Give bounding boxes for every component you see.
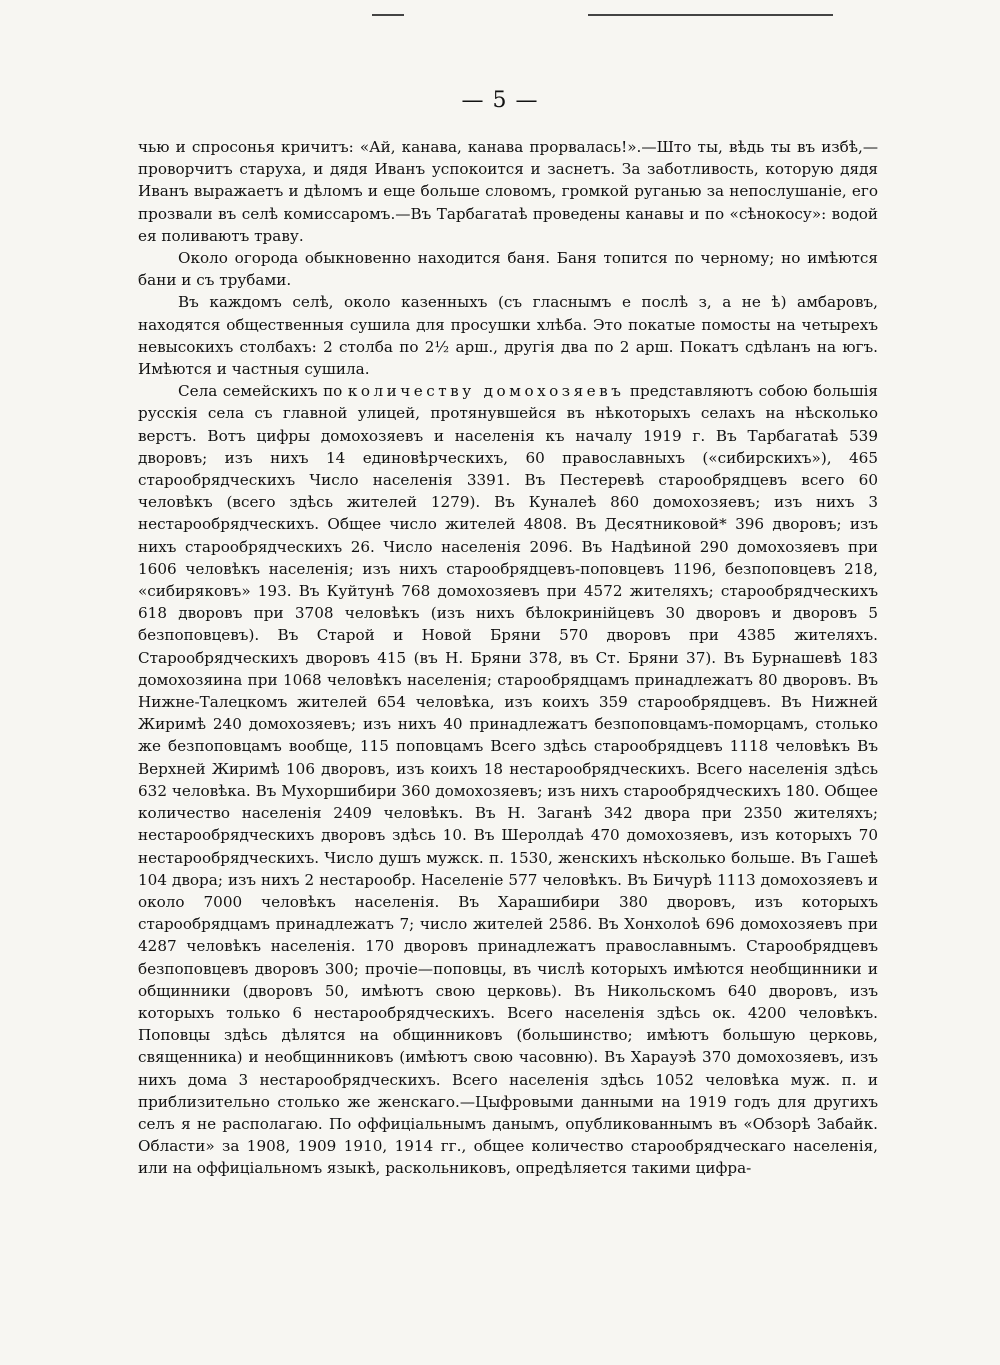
body-text xyxy=(138,136,878,1180)
top-rule-left xyxy=(372,14,404,16)
page-number: — 5 — xyxy=(461,88,539,113)
paragraph-4 xyxy=(138,380,878,1179)
paragraph-3: Въ каждомъ селѣ, около казенныхъ (съ гласнымъ е послѣ з, а не ѣ) амбаровъ, находятся общественныя сушила для просушки хлѣба. Это покатые помосты на четырехъ невысокихъ столбахъ: 2 столба по 2½ арш., другія два по 2 арш. Покатъ сдѣланъ на югъ. Имѣются и частныя сушила. xyxy=(138,293,878,379)
top-rule-right xyxy=(588,14,833,16)
paragraph-4-start: Села семейскихъ по xyxy=(178,382,348,401)
paragraph-2: Около огорода обыкновенно находится баня. Баня топится по черному; но имѣются бани и съ трубами. xyxy=(138,249,878,290)
paragraph-1: чью и спросонья кричитъ: «Ай, канава, канава прорвалась!».—Што ты, вѣдь ты въ избѣ,—проворчитъ старуха, и дядя Иванъ успокоится и заснетъ. За заботливость, которую дядя Иванъ выражаетъ и дѣломъ и еще больше словомъ, громкой руганью за непослушаніе, его прозвали въ селѣ комиссаромъ.—Въ Тарбагатаѣ проведены канавы и по «сѣнокосу»: водой ея поливаютъ траву. xyxy=(138,138,878,245)
spaced-emphasis: количеству домохозяевъ xyxy=(347,382,625,401)
paragraph-4-rest: представляютъ собою большія русскія села съ главной улицей, протянувшейся въ нѣкоторыхъ селахъ на нѣсколько верстъ. Вотъ цифры домохозяевъ и населенія къ началу 1919 г. Въ Тарбагатаѣ 539 дворовъ; изъ нихъ 14 единовѣрческихъ, 60 православныхъ («сибирскихъ»), 465 старообрядческихъ Число населенія 3391. Въ Пестеревѣ старообрядцевъ всего 60 человѣкъ (всего здѣсь жителей 1279). Въ Куналеѣ 860 домохозяевъ; изъ нихъ 3 нестарообрядческихъ. Общее число жителей 4808. Въ Десятниковой* 396 дворовъ; изъ нихъ старообрядческихъ 26. Число населенія 2096. Въ Надѣиной 290 домохозяевъ при 1606 человѣкъ населенія; изъ нихъ старообрядцевъ-поповцевъ 1196, безпоповцевъ 218, «сибиряковъ» 193. Въ Куйтунѣ 768 домохозяевъ при 4572 жителяхъ; старообрядческихъ 618 дворовъ при 3708 человѣкъ (изъ нихъ бѣлокринійцевъ 30 дворовъ и дворовъ 5 безпоповцевъ). Въ Старой и Новой Бряни 570 дворовъ при 4385 жителяхъ. Старообрядческихъ дворовъ 415 (въ Н. Бряни 378, въ Ст. Бряни 37). Въ Бурнашевѣ 183 домохозяина при 1068 человѣкъ населенія; старообрядцамъ принадлежатъ 80 дворовъ. Въ Нижне-Талецкомъ жителей 654 человѣка, изъ коихъ 359 старообрядцевъ. Въ Нижней Жиримѣ 240 домохозяевъ; изъ нихъ 40 принадлежатъ безпоповцамъ-поморцамъ, столько же безпоповцамъ вообще, 115 поповцамъ Всего здѣсь старообрядцевъ 1118 человѣкъ Въ Верхней Жиримѣ 106 дворовъ, изъ коихъ 18 нестарообрядческихъ. Всего населенія здѣсь 632 человѣка. Въ Мухоршибири 360 домохозяевъ; изъ нихъ старообрядческихъ 180. Общее количество населенія 2409 человѣкъ. Въ Н. Заганѣ 342 двора при 2350 жителяхъ; нестарообрядческихъ дворовъ здѣсь 10. Въ Шеролдаѣ 470 домохозяевъ, изъ которыхъ 70 нестарообрядческихъ. Число душъ мужск. п. 1530, женскихъ нѣсколько больше. Въ Гашеѣ 104 двора; изъ нихъ 2 нестарообр. Населеніе 577 человѣкъ. Въ Бичурѣ 1113 домохозяевъ и около 7000 человѣкъ населенія. Въ Харашибири 380 дворовъ, изъ которыхъ старообрядцамъ принадлежатъ 7; число жителей 2586. Въ Хонхолоѣ 696 домохозяевъ при 4287 человѣкъ населенія. 170 дворовъ принадлежатъ православнымъ. Старообрядцевъ безпоповцевъ дворовъ 300; прочіе—поповцы, въ числѣ которыхъ имѣются необщинники и общинники (дворовъ 50, имѣютъ свою церковь). Въ Никольскомъ 640 дворовъ, изъ которыхъ только 6 нестарообрядческихъ. Всего населенія здѣсь ок. 4200 человѣкъ. Поповцы здѣсь дѣлятся на общинниковъ (большинство; имѣютъ большую церковь, священника) и необщинниковъ (имѣютъ свою часовню). Въ Харауэѣ 370 домохозяевъ, изъ нихъ дома 3 нестарообрядческихъ. Всего населенія здѣсь 1052 человѣка муж. п. и приблизительно столько же женскаго.—Цыфровыми данными на 1919 годъ для другихъ селъ я не располагаю. По оффиціальнымъ данымъ, опубликованнымъ въ «Обзорѣ Забайк. Области» за 1908, 1909 1910, 1914 гг., общее количество старообрядческаго населенія, или на оффиціальномъ языкѣ, раскольниковъ, опредѣляется такими цифра- xyxy=(138,382,879,1178)
